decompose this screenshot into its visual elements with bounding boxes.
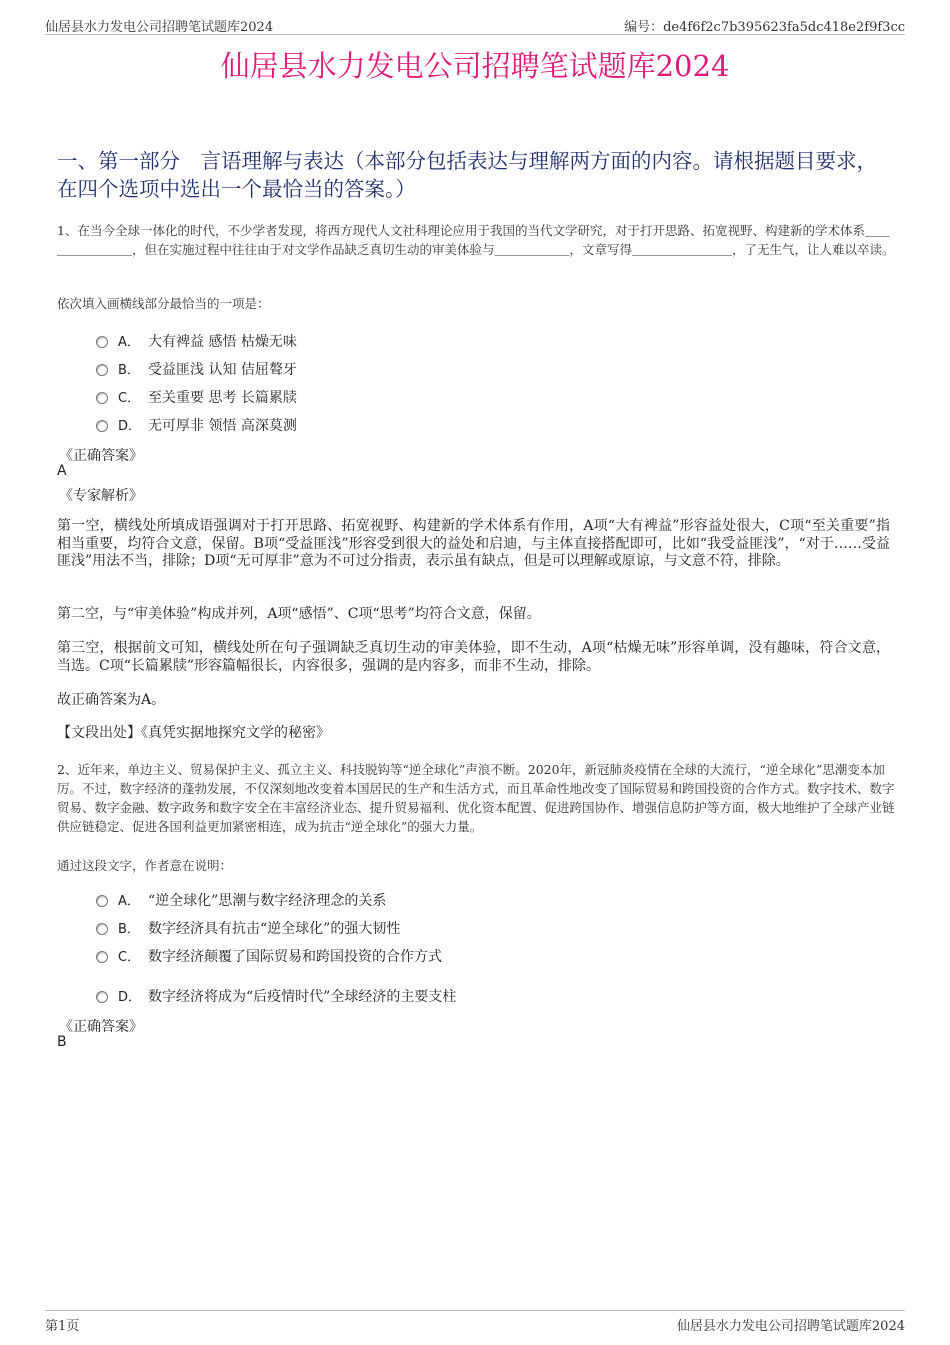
section-heading: 一、第一部分 言语理解与表达（本部分包括表达与理解两方面的内容。请根据题目要求，在四个选项中选出一个最恰当的答案。） xyxy=(57,149,877,201)
option-letter: B． xyxy=(118,363,140,378)
footer-title: 仙居县水力发电公司招聘笔试题库2024 xyxy=(676,1319,905,1334)
option-text: 数字经济将成为“后疫情时代”全球经济的主要支柱 xyxy=(148,989,457,1005)
document-title: 仙居县水力发电公司招聘笔试题库2024 xyxy=(220,49,730,83)
option-letter: C． xyxy=(118,950,141,965)
question-2-option-d[interactable] xyxy=(96,986,456,1006)
option-text: 数字经济颠覆了国际贸易和跨国投资的合作方式 xyxy=(148,949,442,965)
question-1-prompt: 依次填入画横线部分最恰当的一项是： xyxy=(57,296,270,311)
analysis-paragraph-3: 第三空，根据前文可知，横线处所在句子强调缺乏真切生动的审美体验，即不生动，A项“枯燥无味”形容单调，没有趣味，符合文意，当选。C项“长篇累牍”形容篇幅很长，内容很多，强调的是内容多，而非不生动，排除。 xyxy=(57,640,890,674)
question-2-option-a[interactable] xyxy=(96,890,386,910)
page-header xyxy=(45,14,905,35)
option-text: 数字经济具有抗击“逆全球化”的强大韧性 xyxy=(148,921,401,937)
option-text: 至关重要 思考 长篇累牍 xyxy=(148,390,297,406)
radio-button-icon[interactable] xyxy=(96,923,108,935)
header-serial-number: 编号：de4f6f2c7b395623fa5dc418e2f9f3cc xyxy=(624,20,905,35)
option-text: 受益匪浅 认知 佶屈聱牙 xyxy=(148,362,297,378)
question-1-text: 1、在当今全球一体化的时代，不少学者发现，将西方现代人文社科理论应用于我国的当代文学研究，对于打开思路、拓宽视野、构建新的学术体系＿＿＿＿＿＿＿＿，但在实施过程中往往由于对文学作品缺乏真切生动的审美体验与＿＿＿＿＿＿，文章写得＿＿＿＿＿＿＿＿，了无生气，让人难以卒读。 xyxy=(57,223,895,257)
option-letter: A． xyxy=(118,335,140,350)
analysis-paragraph-1: 第一空，横线处所填成语强调对于打开思路、拓宽视野、构建新的学术体系有作用，A项“大有裨益”形容益处很大，C项“至关重要”指相当重要，均符合文意，保留。B项“受益匪浅”形容受到很大的益处和启迪，与主体直接搭配即可，比如“我受益匪浅”，“对于……受益匪浅”用法不当，排除；D项“无可厚非”意为不可过分指责，表示虽有缺点，但是可以理解或原谅，与文意不符，排除。 xyxy=(57,518,890,569)
question-2-answer: B xyxy=(57,1034,67,1050)
question-1-option-c[interactable] xyxy=(96,387,297,407)
question-2-answer-label: 《正确答案》 xyxy=(59,1019,143,1035)
option-text: 大有裨益 感悟 枯燥无味 xyxy=(148,334,297,350)
option-letter: C． xyxy=(118,391,141,406)
option-letter: D． xyxy=(118,419,142,434)
radio-button-icon[interactable] xyxy=(96,364,108,376)
analysis-conclusion: 故正确答案为A。 xyxy=(57,692,166,708)
option-text: 无可厚非 领悟 高深莫测 xyxy=(148,418,297,434)
question-1-option-a[interactable] xyxy=(96,331,297,351)
question-1-analysis-label: 《专家解析》 xyxy=(59,488,143,504)
question-1-option-d[interactable] xyxy=(96,415,297,435)
question-2-prompt: 通过这段文字，作者意在说明： xyxy=(57,858,233,873)
radio-button-icon[interactable] xyxy=(96,392,108,404)
question-2-option-c[interactable] xyxy=(96,946,442,966)
radio-button-icon[interactable] xyxy=(96,336,108,348)
option-text: “逆全球化”思潮与数字经济理念的关系 xyxy=(148,893,387,909)
analysis-paragraph-2: 第二空，与“审美体验”构成并列，A项“感悟”、C项“思考”均符合文意，保留。 xyxy=(57,606,541,622)
radio-button-icon[interactable] xyxy=(96,991,108,1003)
question-1-answer: A xyxy=(57,463,67,479)
radio-button-icon[interactable] xyxy=(96,951,108,963)
radio-button-icon[interactable] xyxy=(96,420,108,432)
question-2-text: 2、近年来，单边主义、贸易保护主义、孤立主义、科技脱钩等“逆全球化”声浪不断。2020年，新冠肺炎疫情在全球的大流行，“逆全球化”思潮变本加厉。不过，数字经济的蓬勃发展，不仅深刻地改变着本国居民的生产和生活方式，而且革命性地改变了国际贸易和跨国投资的合作方式。数字技术、数字贸易、数字金融、数字政务和数字安全在丰富经济业态、提升贸易福利、优化资本配置、促进跨国协作、增强信息防护等方面，极大地维护了全球产业链供应链稳定、促进各国利益更加紧密相连，成为抗击“逆全球化”的强大力量。 xyxy=(57,762,895,834)
question-1-option-b[interactable] xyxy=(96,359,297,379)
page-footer xyxy=(45,1310,905,1333)
page-number: 第1页 xyxy=(45,1319,80,1334)
option-letter: D． xyxy=(118,990,142,1005)
question-2-option-b[interactable] xyxy=(96,918,400,938)
analysis-source: 【文段出处】《真凭实据地探究文学的秘密》 xyxy=(57,725,330,741)
radio-button-icon[interactable] xyxy=(96,895,108,907)
option-letter: A． xyxy=(118,894,140,909)
header-title: 仙居县水力发电公司招聘笔试题库2024 xyxy=(45,20,274,35)
question-1-answer-label: 《正确答案》 xyxy=(59,448,143,464)
option-letter: B． xyxy=(118,922,140,937)
